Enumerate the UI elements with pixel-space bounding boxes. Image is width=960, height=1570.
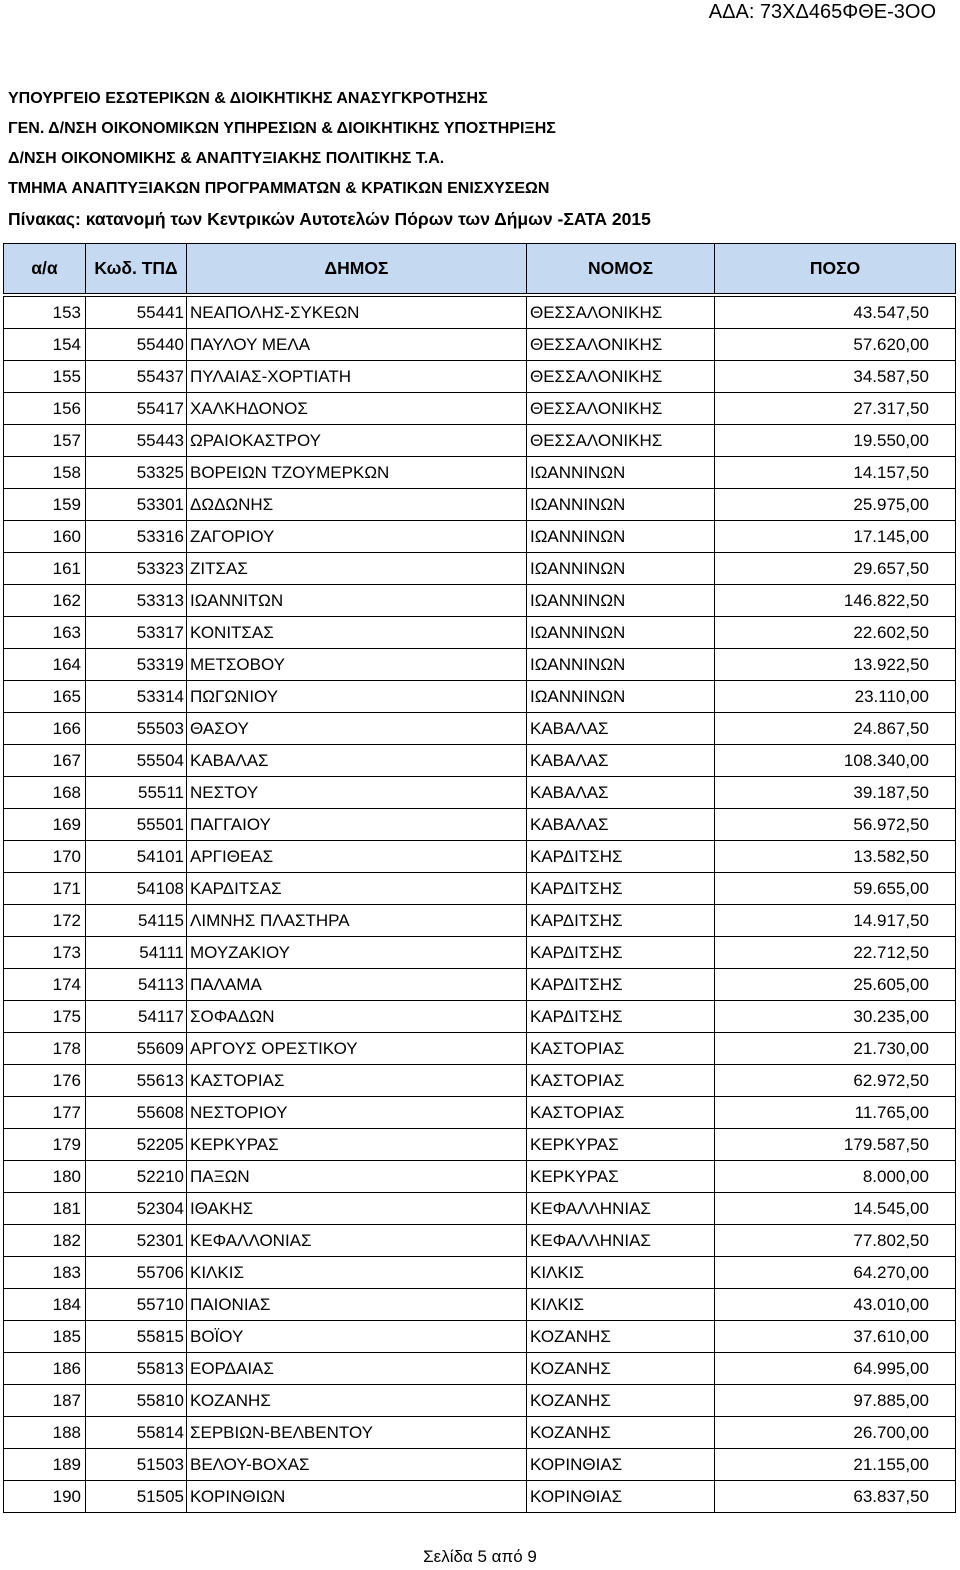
row-prefecture: ΙΩΑΝΝΙΝΩΝ (527, 553, 715, 585)
table-row (4, 425, 956, 457)
row-aa: 164 (4, 649, 86, 681)
row-municipality: ΙΘΑΚΗΣ (187, 1193, 527, 1225)
row-prefecture: ΚΙΛΚΙΣ (527, 1289, 715, 1321)
row-municipality: ΜΟΥΖΑΚΙΟΥ (187, 937, 527, 969)
row-prefecture: ΚΑΒΑΛΑΣ (527, 809, 715, 841)
row-prefecture: ΙΩΑΝΝΙΝΩΝ (527, 585, 715, 617)
row-municipality: ΧΑΛΚΗΔΟΝΟΣ (187, 393, 527, 425)
row-aa: 184 (4, 1289, 86, 1321)
row-prefecture: ΚΟΖΑΝΗΣ (527, 1417, 715, 1449)
row-code: 53325 (86, 457, 187, 489)
row-municipality: ΠΩΓΩΝΙΟΥ (187, 681, 527, 713)
row-municipality: ΖΙΤΣΑΣ (187, 553, 527, 585)
row-amount: 108.340,00 (715, 745, 956, 777)
table-row (4, 969, 956, 1001)
table-row (4, 1449, 956, 1481)
row-code: 54101 (86, 841, 187, 873)
row-amount: 17.145,00 (715, 521, 956, 553)
row-municipality: ΠΥΛΑΙΑΣ-ΧΟΡΤΙΑΤΗ (187, 361, 527, 393)
row-aa: 168 (4, 777, 86, 809)
row-amount: 25.975,00 (715, 489, 956, 521)
row-aa: 157 (4, 425, 86, 457)
table-row (4, 393, 956, 425)
row-prefecture: ΙΩΑΝΝΙΝΩΝ (527, 457, 715, 489)
row-code: 52210 (86, 1161, 187, 1193)
row-municipality: ΜΕΤΣΟΒΟΥ (187, 649, 527, 681)
row-amount: 29.657,50 (715, 553, 956, 585)
row-aa: 155 (4, 361, 86, 393)
row-prefecture: ΚΕΦΑΛΛΗΝΙΑΣ (527, 1225, 715, 1257)
row-code: 51503 (86, 1449, 187, 1481)
row-amount: 19.550,00 (715, 425, 956, 457)
row-municipality: ΒΟΪΟΥ (187, 1321, 527, 1353)
table-row (4, 1353, 956, 1385)
row-code: 53313 (86, 585, 187, 617)
row-prefecture: ΘΕΣΣΑΛΟΝΙΚΗΣ (527, 393, 715, 425)
row-aa: 167 (4, 745, 86, 777)
table-row (4, 713, 956, 745)
row-amount: 21.730,00 (715, 1033, 956, 1065)
row-amount: 22.602,50 (715, 617, 956, 649)
row-municipality: ΣΕΡΒΙΩΝ-ΒΕΛΒΕΝΤΟΥ (187, 1417, 527, 1449)
row-prefecture: ΚΑΡΔΙΤΣΗΣ (527, 905, 715, 937)
row-amount: 24.867,50 (715, 713, 956, 745)
row-code: 53319 (86, 649, 187, 681)
row-code: 54115 (86, 905, 187, 937)
row-code: 55609 (86, 1033, 187, 1065)
row-municipality: ΑΡΓΟΥΣ ΟΡΕΣΤΙΚΟΥ (187, 1033, 527, 1065)
table-row (4, 745, 956, 777)
row-code: 52301 (86, 1225, 187, 1257)
row-municipality: ΖΑΓΟΡΙΟΥ (187, 521, 527, 553)
row-prefecture: ΚΟΖΑΝΗΣ (527, 1321, 715, 1353)
row-prefecture: ΚΑΒΑΛΑΣ (527, 745, 715, 777)
table-row (4, 1385, 956, 1417)
row-amount: 59.655,00 (715, 873, 956, 905)
row-aa: 159 (4, 489, 86, 521)
row-amount: 97.885,00 (715, 1385, 956, 1417)
ministry-line: ΥΠΟΥΡΓΕΙΟ ΕΣΩΤΕΡΙΚΩΝ & ΔΙΟΙΚΗΤΙΚΗΣ ΑΝΑΣΥΓΚΡΟΤΗΣΗΣ (8, 90, 488, 107)
row-aa: 188 (4, 1417, 86, 1449)
row-code: 55511 (86, 777, 187, 809)
row-amount: 64.995,00 (715, 1353, 956, 1385)
row-amount: 13.582,50 (715, 841, 956, 873)
table-row (4, 1065, 956, 1097)
row-amount: 27.317,50 (715, 393, 956, 425)
table-row (4, 777, 956, 809)
row-municipality: ΕΟΡΔΑΙΑΣ (187, 1353, 527, 1385)
row-prefecture: ΚΑΣΤΟΡΙΑΣ (527, 1033, 715, 1065)
row-municipality: ΑΡΓΙΘΕΑΣ (187, 841, 527, 873)
row-aa: 163 (4, 617, 86, 649)
row-aa: 169 (4, 809, 86, 841)
table-row (4, 329, 956, 361)
row-prefecture: ΙΩΑΝΝΙΝΩΝ (527, 681, 715, 713)
row-code: 53316 (86, 521, 187, 553)
row-municipality: ΠΑΞΩΝ (187, 1161, 527, 1193)
row-aa: 156 (4, 393, 86, 425)
row-municipality: ΚΟΡΙΝΘΙΩΝ (187, 1481, 527, 1513)
row-amount: 63.837,50 (715, 1481, 956, 1513)
row-amount: 62.972,50 (715, 1065, 956, 1097)
row-amount: 43.547,50 (715, 297, 956, 329)
row-amount: 57.620,00 (715, 329, 956, 361)
row-aa: 179 (4, 1129, 86, 1161)
row-prefecture: ΚΑΒΑΛΑΣ (527, 777, 715, 809)
row-code: 51505 (86, 1481, 187, 1513)
row-prefecture: ΚΑΡΔΙΤΣΗΣ (527, 969, 715, 1001)
row-municipality: ΩΡΑΙΟΚΑΣΤΡΟΥ (187, 425, 527, 457)
row-aa: 154 (4, 329, 86, 361)
row-amount: 26.700,00 (715, 1417, 956, 1449)
row-code: 55710 (86, 1289, 187, 1321)
row-code: 55503 (86, 713, 187, 745)
row-aa: 189 (4, 1449, 86, 1481)
col-header-municipality: ΔΗΜΟΣ (187, 244, 527, 294)
row-code: 55613 (86, 1065, 187, 1097)
row-prefecture: ΙΩΑΝΝΙΝΩΝ (527, 489, 715, 521)
row-prefecture: ΘΕΣΣΑΛΟΝΙΚΗΣ (527, 361, 715, 393)
row-municipality: ΚΕΡΚΥΡΑΣ (187, 1129, 527, 1161)
row-aa: 182 (4, 1225, 86, 1257)
row-prefecture: ΚΟΡΙΝΘΙΑΣ (527, 1481, 715, 1513)
directorate-line: Δ/ΝΣΗ ΟΙΚΟΝΟΜΙΚΗΣ & ΑΝΑΠΤΥΞΙΑΚΗΣ ΠΟΛΙΤΙΚΗΣ Τ.Α. (8, 150, 445, 167)
row-aa: 158 (4, 457, 86, 489)
row-code: 52304 (86, 1193, 187, 1225)
row-aa: 176 (4, 1065, 86, 1097)
row-aa: 166 (4, 713, 86, 745)
row-municipality: ΚΑΡΔΙΤΣΑΣ (187, 873, 527, 905)
row-aa: 183 (4, 1257, 86, 1289)
row-amount: 34.587,50 (715, 361, 956, 393)
row-code: 55810 (86, 1385, 187, 1417)
row-prefecture: ΚΟΖΑΝΗΣ (527, 1353, 715, 1385)
row-amount: 11.765,00 (715, 1097, 956, 1129)
table-row (4, 361, 956, 393)
row-amount: 30.235,00 (715, 1001, 956, 1033)
row-prefecture: ΙΩΑΝΝΙΝΩΝ (527, 521, 715, 553)
row-prefecture: ΚΙΛΚΙΣ (527, 1257, 715, 1289)
row-aa: 161 (4, 553, 86, 585)
row-aa: 153 (4, 297, 86, 329)
row-code: 55501 (86, 809, 187, 841)
row-municipality: ΒΟΡΕΙΩΝ ΤΖΟΥΜΕΡΚΩΝ (187, 457, 527, 489)
table-row (4, 905, 956, 937)
row-code: 55443 (86, 425, 187, 457)
table-row (4, 841, 956, 873)
row-prefecture: ΘΕΣΣΑΛΟΝΙΚΗΣ (527, 329, 715, 361)
row-aa: 174 (4, 969, 86, 1001)
table-row (4, 873, 956, 905)
row-code: 55814 (86, 1417, 187, 1449)
row-aa: 177 (4, 1097, 86, 1129)
col-header-prefecture: ΝΟΜΟΣ (527, 244, 715, 294)
row-municipality: ΚΑΒΑΛΑΣ (187, 745, 527, 777)
row-amount: 39.187,50 (715, 777, 956, 809)
row-aa: 187 (4, 1385, 86, 1417)
row-municipality: ΝΕΣΤΟΡΙΟΥ (187, 1097, 527, 1129)
row-code: 54113 (86, 969, 187, 1001)
table-body (4, 294, 956, 1513)
row-prefecture: ΘΕΣΣΑΛΟΝΙΚΗΣ (527, 297, 715, 329)
row-municipality: ΛΙΜΝΗΣ ΠΛΑΣΤΗΡΑ (187, 905, 527, 937)
row-code: 53314 (86, 681, 187, 713)
row-prefecture: ΚΑΣΤΟΡΙΑΣ (527, 1097, 715, 1129)
row-aa: 173 (4, 937, 86, 969)
table-row (4, 1417, 956, 1449)
row-amount: 23.110,00 (715, 681, 956, 713)
row-amount: 37.610,00 (715, 1321, 956, 1353)
row-amount: 13.922,50 (715, 649, 956, 681)
row-municipality: ΚΟΝΙΤΣΑΣ (187, 617, 527, 649)
row-code: 52205 (86, 1129, 187, 1161)
table-row (4, 809, 956, 841)
table-row (4, 617, 956, 649)
table-header-row (4, 244, 956, 294)
table-row (4, 521, 956, 553)
table-row (4, 297, 956, 329)
row-code: 55437 (86, 361, 187, 393)
row-municipality: ΒΕΛΟΥ-ΒΟΧΑΣ (187, 1449, 527, 1481)
row-amount: 77.802,50 (715, 1225, 956, 1257)
row-aa: 180 (4, 1161, 86, 1193)
row-prefecture: ΚΑΣΤΟΡΙΑΣ (527, 1065, 715, 1097)
table-row (4, 585, 956, 617)
row-code: 55441 (86, 297, 187, 329)
row-municipality: ΝΕΑΠΟΛΗΣ-ΣΥΚΕΩΝ (187, 297, 527, 329)
row-aa: 172 (4, 905, 86, 937)
row-code: 55440 (86, 329, 187, 361)
row-municipality: ΠΑΓΓΑΙΟΥ (187, 809, 527, 841)
row-prefecture: ΚΑΡΔΙΤΣΗΣ (527, 937, 715, 969)
table-row (4, 1001, 956, 1033)
row-municipality: ΙΩΑΝΝΙΤΩΝ (187, 585, 527, 617)
table-row (4, 1097, 956, 1129)
row-aa: 170 (4, 841, 86, 873)
row-code: 55417 (86, 393, 187, 425)
row-amount: 146.822,50 (715, 585, 956, 617)
row-aa: 186 (4, 1353, 86, 1385)
row-amount: 21.155,00 (715, 1449, 956, 1481)
table-row (4, 1481, 956, 1513)
row-municipality: ΔΩΔΩΝΗΣ (187, 489, 527, 521)
table-row (4, 489, 956, 521)
table-title: Πίνακας: κατανομή των Κεντρικών Αυτοτελών Πόρων των Δήμων -ΣΑΤΑ 2015 (8, 209, 651, 229)
table-row (4, 681, 956, 713)
table-row (4, 1033, 956, 1065)
row-code: 54111 (86, 937, 187, 969)
row-prefecture: ΚΑΡΔΙΤΣΗΣ (527, 1001, 715, 1033)
row-code: 53317 (86, 617, 187, 649)
row-prefecture: ΚΕΡΚΥΡΑΣ (527, 1129, 715, 1161)
allocation-table (3, 243, 956, 1513)
row-prefecture: ΚΑΡΔΙΤΣΗΣ (527, 873, 715, 905)
row-municipality: ΠΑΛΑΜΑ (187, 969, 527, 1001)
row-municipality: ΚΙΛΚΙΣ (187, 1257, 527, 1289)
row-amount: 14.157,50 (715, 457, 956, 489)
row-amount: 14.917,50 (715, 905, 956, 937)
col-header-aa: α/α (4, 244, 86, 294)
col-header-code: Κωδ. ΤΠΔ (86, 244, 187, 294)
table-row (4, 1225, 956, 1257)
row-amount: 8.000,00 (715, 1161, 956, 1193)
row-aa: 175 (4, 1001, 86, 1033)
row-aa: 190 (4, 1481, 86, 1513)
row-prefecture: ΚΕΦΑΛΛΗΝΙΑΣ (527, 1193, 715, 1225)
col-header-amount: ΠΟΣΟ (715, 244, 956, 294)
table-row (4, 1129, 956, 1161)
row-code: 55504 (86, 745, 187, 777)
row-municipality: ΠΑΙΟΝΙΑΣ (187, 1289, 527, 1321)
row-code: 54108 (86, 873, 187, 905)
row-prefecture: ΙΩΑΝΝΙΝΩΝ (527, 617, 715, 649)
row-prefecture: ΘΕΣΣΑΛΟΝΙΚΗΣ (527, 425, 715, 457)
row-aa: 162 (4, 585, 86, 617)
row-aa: 165 (4, 681, 86, 713)
row-amount: 14.545,00 (715, 1193, 956, 1225)
row-code: 53301 (86, 489, 187, 521)
row-prefecture: ΚΑΡΔΙΤΣΗΣ (527, 841, 715, 873)
row-municipality: ΘΑΣΟΥ (187, 713, 527, 745)
general-directorate-line: ΓΕΝ. Δ/ΝΣΗ ΟΙΚΟΝΟΜΙΚΩΝ ΥΠΗΡΕΣΙΩΝ & ΔΙΟΙΚΗΤΙΚΗΣ ΥΠΟΣΤΗΡΙΞΗΣ (8, 120, 556, 137)
row-code: 55706 (86, 1257, 187, 1289)
document-header (8, 88, 651, 238)
row-municipality: ΠΑΥΛΟΥ ΜΕΛΑ (187, 329, 527, 361)
row-municipality: ΚΟΖΑΝΗΣ (187, 1385, 527, 1417)
row-municipality: ΚΕΦΑΛΛΟΝΙΑΣ (187, 1225, 527, 1257)
row-aa: 160 (4, 521, 86, 553)
ada-code: ΑΔΑ: 73ΧΔ465ΦΘΕ-3ΟΟ (708, 1, 936, 23)
page-number: Σελίδα 5 από 9 (423, 1547, 537, 1566)
table-row (4, 649, 956, 681)
row-aa: 178 (4, 1033, 86, 1065)
table-row (4, 1289, 956, 1321)
row-aa: 181 (4, 1193, 86, 1225)
row-amount: 43.010,00 (715, 1289, 956, 1321)
row-code: 55608 (86, 1097, 187, 1129)
table-row (4, 1321, 956, 1353)
table-row (4, 937, 956, 969)
row-municipality: ΣΟΦΑΔΩΝ (187, 1001, 527, 1033)
table-row (4, 553, 956, 585)
row-municipality: ΝΕΣΤΟΥ (187, 777, 527, 809)
table-row (4, 1161, 956, 1193)
table-row (4, 1193, 956, 1225)
row-municipality: ΚΑΣΤΟΡΙΑΣ (187, 1065, 527, 1097)
row-prefecture: ΚΑΒΑΛΑΣ (527, 713, 715, 745)
row-amount: 64.270,00 (715, 1257, 956, 1289)
table-row (4, 457, 956, 489)
row-prefecture: ΙΩΑΝΝΙΝΩΝ (527, 649, 715, 681)
row-aa: 185 (4, 1321, 86, 1353)
row-prefecture: ΚΕΡΚΥΡΑΣ (527, 1161, 715, 1193)
row-prefecture: ΚΟΖΑΝΗΣ (527, 1385, 715, 1417)
row-prefecture: ΚΟΡΙΝΘΙΑΣ (527, 1449, 715, 1481)
row-code: 53323 (86, 553, 187, 585)
department-line: ΤΜΗΜΑ ΑΝΑΠΤΥΞΙΑΚΩΝ ΠΡΟΓΡΑΜΜΑΤΩΝ & ΚΡΑΤΙΚΩΝ ΕΝΙΣΧΥΣΕΩΝ (8, 180, 550, 197)
row-code: 55813 (86, 1353, 187, 1385)
table-row (4, 1257, 956, 1289)
row-amount: 179.587,50 (715, 1129, 956, 1161)
row-aa: 171 (4, 873, 86, 905)
row-amount: 22.712,50 (715, 937, 956, 969)
row-amount: 56.972,50 (715, 809, 956, 841)
row-amount: 25.605,00 (715, 969, 956, 1001)
row-code: 55815 (86, 1321, 187, 1353)
row-code: 54117 (86, 1001, 187, 1033)
